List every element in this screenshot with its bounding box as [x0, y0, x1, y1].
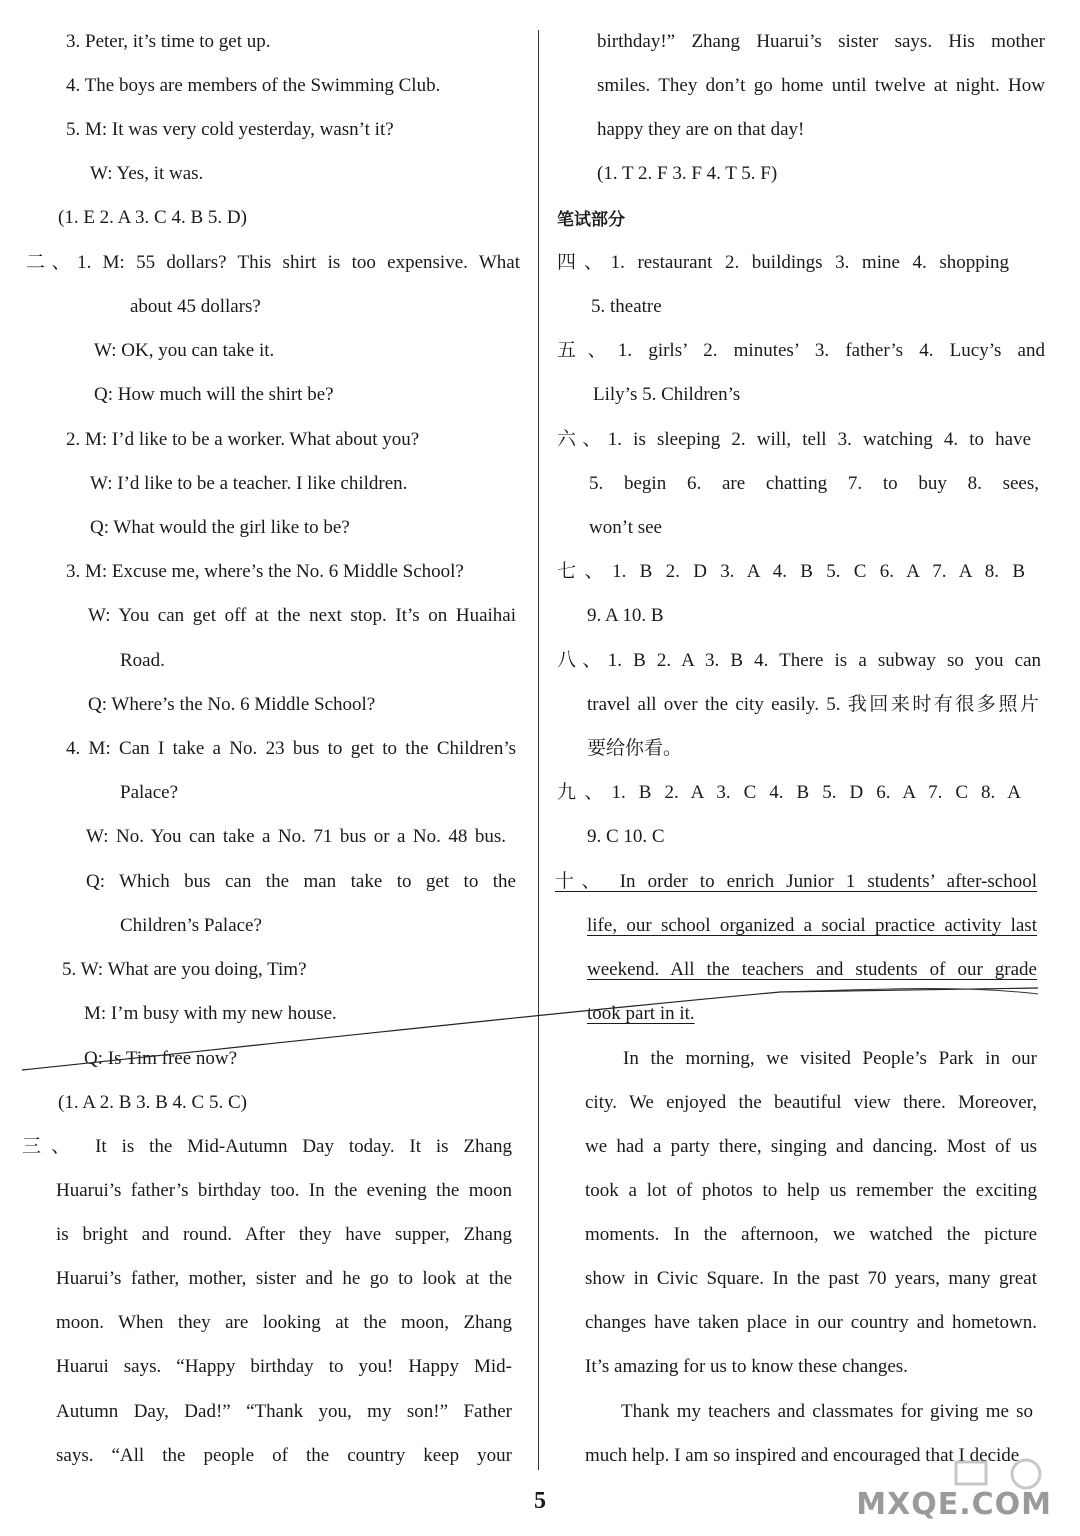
section-2-line: 二、1. M: 55 dollars? This shirt is too expensive. What	[26, 252, 520, 273]
text-line: 5. W: What are you doing, Tim?	[62, 959, 307, 980]
text-line: It’s amazing for us to know these changes.	[585, 1356, 908, 1377]
text-line: Road.	[120, 650, 165, 671]
text-line: M: I’m busy with my new house.	[84, 1003, 337, 1024]
text-line: 3. M: Excuse me, where’s the No. 6 Middle School?	[66, 561, 464, 582]
text-line: Lily’s 5. Children’s	[593, 384, 741, 405]
text-line: 5. theatre	[591, 296, 662, 317]
section-6-line: 六、1. is sleeping 2. will, tell 3. watching 4. to have	[557, 429, 1031, 450]
text-line: moon. When they are looking at the moon, Zhang	[56, 1312, 512, 1333]
text-line: Q: How much will the shirt be?	[94, 384, 334, 405]
text-line: Huarui’s father’s birthday too. In the evening the moon	[56, 1180, 512, 1201]
text-line: Palace?	[120, 782, 179, 803]
text-line: 9. C 10. C	[587, 826, 665, 847]
text-line: Children’s Palace?	[120, 915, 262, 936]
text-line: Q: Which bus can the man take to get to the	[86, 871, 516, 892]
text-line: W: Yes, it was.	[90, 163, 204, 184]
text-line: W: OK, you can take it.	[94, 340, 275, 361]
text-line: Q: What would the girl like to be?	[90, 517, 350, 538]
text-line: 3. Peter, it’s time to get up.	[66, 31, 271, 52]
text-line: we had a party there, singing and dancing. Most of us	[585, 1136, 1037, 1157]
section-4-line: 四、1. restaurant 2. buildings 3. mine 4. shopping	[557, 252, 1009, 273]
text-line: In the morning, we visited People’s Park in our	[623, 1048, 1037, 1069]
text-line: 5. M: It was very cold yesterday, wasn’t it?	[66, 119, 394, 140]
text-line: took part in it.	[587, 1003, 695, 1024]
text-line: Q: Where’s the No. 6 Middle School?	[88, 694, 376, 715]
text-line: changes have taken place in our country and hometown.	[585, 1312, 1037, 1333]
answer-key: (1. A 2. B 3. B 4. C 5. C)	[58, 1092, 247, 1113]
watermark-text: MXQE.COM	[856, 1487, 1052, 1522]
text-line: show in Civic Square. In the past 70 years, many great	[585, 1268, 1037, 1289]
section-heading: 笔试部分	[557, 210, 625, 230]
text-line: birthday!” Zhang Huarui’s sister says. His mother	[597, 31, 1045, 52]
text-line: is bright and round. After they have supper, Zhang	[56, 1224, 512, 1245]
text-line: 要给你看。	[587, 738, 683, 759]
text-line: W: No. You can take a No. 71 bus or a No. 48 bus.	[86, 826, 506, 847]
answer-key: (1. E 2. A 3. C 4. B 5. D)	[58, 207, 247, 228]
section-8-line: 八、1. B 2. A 3. B 4. There is a subway so you can	[557, 650, 1041, 671]
text-line: W: You can get off at the next stop. It’s on Huaihai	[88, 605, 516, 626]
text-line: 9. A 10. B	[587, 605, 664, 626]
text-line: 2. M: I’d like to be a worker. What about you?	[66, 429, 420, 450]
section-7-line: 七、1. B 2. D 3. A 4. B 5. C 6. A 7. A 8. B	[557, 561, 1025, 582]
text-line: W: I’d like to be a teacher. I like children.	[90, 473, 408, 494]
text-line: Huarui’s father, mother, sister and he go to look at the	[56, 1268, 512, 1289]
text-line: took a lot of photos to help us remember the exciting	[585, 1180, 1037, 1201]
answer-key: (1. T 2. F 3. F 4. T 5. F)	[597, 163, 778, 184]
text-line: Huarui says. “Happy birthday to you! Happy Mid-	[56, 1356, 512, 1377]
text-line: Autumn Day, Dad!” “Thank you, my son!” Father	[56, 1401, 512, 1422]
text-line: happy they are on that day!	[597, 119, 805, 140]
section-10-line: 十、 In order to enrich Junior 1 students’ after-school	[555, 871, 1037, 892]
section-3-line: 三、 It is the Mid-Autumn Day today. It is Zhang	[22, 1136, 512, 1157]
text-line: smiles. They don’t go home until twelve at night. How	[597, 75, 1045, 96]
text-line: moments. In the afternoon, we watched the picture	[585, 1224, 1037, 1245]
text-line: about 45 dollars?	[130, 296, 261, 317]
text-line: city. We enjoyed the beautiful view there. Moreover,	[585, 1092, 1037, 1113]
text-line: 4. The boys are members of the Swimming Club.	[66, 75, 441, 96]
text-line: says. “All the people of the country keep your	[56, 1445, 512, 1466]
text-line: Thank my teachers and classmates for giving me so	[621, 1401, 1033, 1422]
text-line: much help. I am so inspired and encouraged that I decide	[585, 1445, 1020, 1466]
text-line: weekend. All the teachers and students of our grade	[587, 959, 1037, 980]
text-line: travel all over the city easily. 5. 我回来时有很多照片	[587, 694, 1039, 715]
page-number: 5	[534, 1488, 546, 1514]
text-line: life, our school organized a social practice activity last	[587, 915, 1037, 936]
text-line: 5. begin 6. are chatting 7. to buy 8. sees,	[589, 473, 1039, 494]
text-line: won’t see	[589, 517, 662, 538]
column-divider	[538, 30, 539, 1470]
text-line: 4. M: Can I take a No. 23 bus to get to the Children’s	[66, 738, 516, 759]
section-5-line: 五、1. girls’ 2. minutes’ 3. father’s 4. Lucy’s and	[557, 340, 1045, 361]
section-9-line: 九、1. B 2. A 3. C 4. B 5. D 6. A 7. C 8. A	[557, 782, 1021, 803]
text-line: Q: Is Tim free now?	[84, 1048, 238, 1069]
